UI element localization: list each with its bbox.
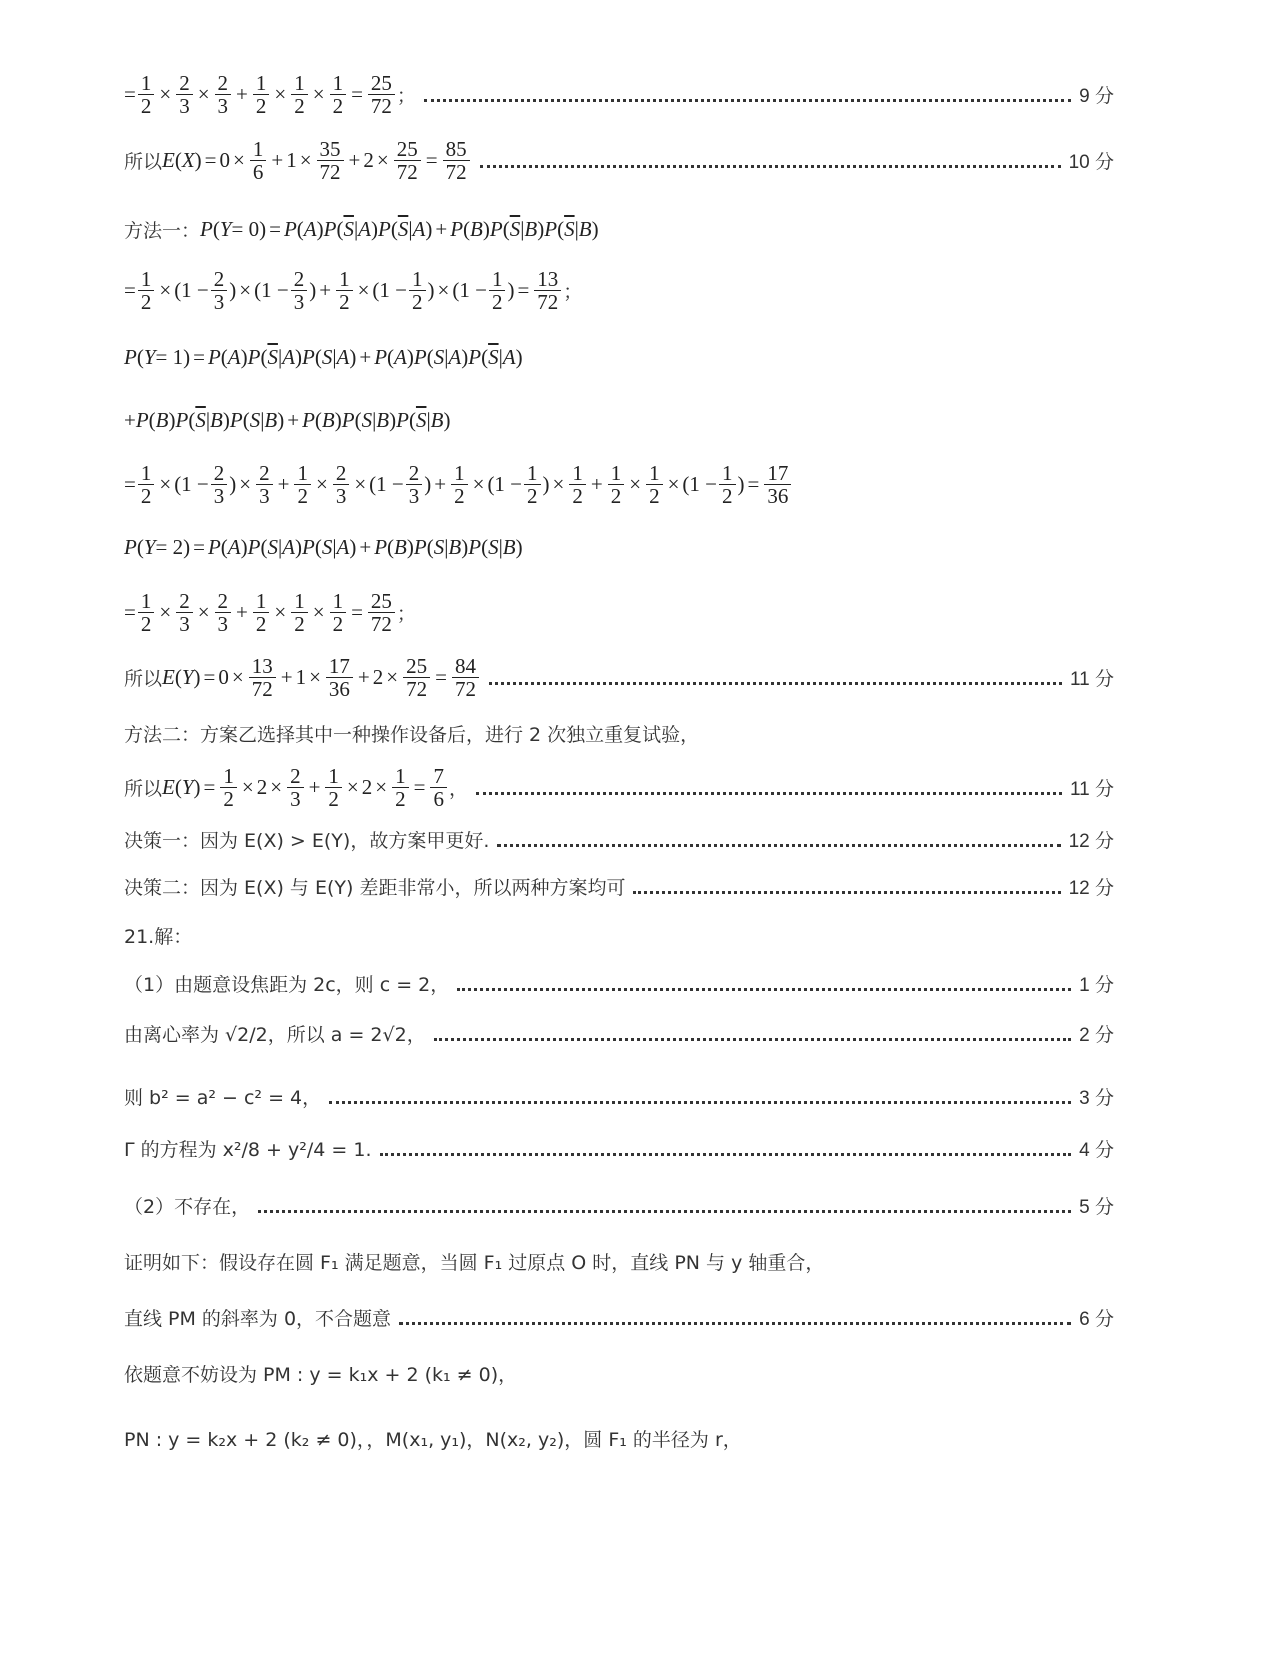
line-13 <box>124 826 1114 853</box>
text-line: （1）由题意设焦距为 2c，则 c = 2， <box>124 974 450 996</box>
leader-dots <box>497 844 1060 847</box>
score-mark: 6 分 <box>1079 1309 1114 1330</box>
line-3 <box>124 216 1114 243</box>
score-mark: 3 分 <box>1079 1088 1114 1109</box>
math-expression: = $\frac{1}{2}$ × (1 − $\frac{2}{3}$ ) × $\frac{2}{3}$ + $\frac{1}{2}$ × $\frac{2}{3}$ × (1 − $\frac{2}{3}$ ) + $\frac{1}{2}$ × (1 − $\frac{1}{2}$ ) × $\frac{1}{2}$ + $\frac{1}{2}$ × $\frac{1}{2}$ × (1 − $\frac{1}{2}$ ) = $\frac{17}{36}$ <box>124 462 793 507</box>
math-expression: 所以 E ( X ) = 0 × $\frac{1}{6}$ + 1 × $\frac{35}{72}$ + 2 × $\frac{25}{72}$ = $\frac{85}{72}$ <box>124 138 472 183</box>
text-line: 决策二：因为 E(X) 与 E(Y) 差距非常小，所以两种方案均可 <box>124 877 626 899</box>
line-19 <box>124 1135 1114 1162</box>
text-line: PN : y = k₂x + 2 (k₂ ≠ 0)，，M(x₁, y₁)，N(x₂, y₂)，圆 F₁ 的半径为 r， <box>124 1429 742 1451</box>
text-line: 方法二：方案乙选择其中一种操作设备后，进行 2 次独立重复试验， <box>124 724 700 746</box>
score-mark: 11 分 <box>1069 779 1114 801</box>
score-mark: 9 分 <box>1079 86 1114 108</box>
leader-dots <box>258 1210 1071 1213</box>
math-expression: P ( Y = 2) = P ( A ) P ( S | A ) P ( S | A ) + P ( B ) P ( S | B ) P ( S | B ) <box>124 535 523 559</box>
leader-dots <box>457 988 1071 991</box>
line-21 <box>124 1248 1114 1275</box>
math-expression: = $\frac{1}{2}$ × $\frac{2}{3}$ × $\frac{2}{3}$ + $\frac{1}{2}$ × $\frac{1}{2}$ × $\frac{1}{2}$ = $\frac{25}{72}$ ； <box>124 71 416 119</box>
line-11 <box>124 720 1114 747</box>
line-1 <box>124 72 1114 117</box>
line-16 <box>124 970 1114 997</box>
score-mark: 12 分 <box>1068 831 1114 852</box>
leader-dots <box>633 891 1060 894</box>
line-24 <box>124 1425 1114 1452</box>
text-line: Γ 的方程为 x²/8 + y²/4 = 1. <box>124 1139 372 1161</box>
text-line: 证明如下：假设存在圆 F₁ 满足题意，当圆 F₁ 过原点 O 时，直线 PN 与 y 轴重合， <box>124 1252 825 1274</box>
line-15 <box>124 922 1114 949</box>
line-5 <box>124 345 1114 370</box>
score-mark: 12 分 <box>1068 878 1114 899</box>
math-expression: 所以 E ( Y ) = $\frac{1}{2}$ × 2 × $\frac{2}{3}$ + $\frac{1}{2}$ × 2 × $\frac{1}{2}$ = $\frac{7}{6}$ ， <box>124 764 468 812</box>
line-7 <box>124 462 1114 507</box>
line-6 <box>124 408 1114 433</box>
math-expression: = $\frac{1}{2}$ × $\frac{2}{3}$ × $\frac{2}{3}$ + $\frac{1}{2}$ × $\frac{1}{2}$ × $\frac{1}{2}$ = $\frac{25}{72}$ ； <box>124 589 416 637</box>
math-expression: P ( Y = 1) = P ( A ) P ( $\overline{S}$ | A ) P ( S | A ) + P ( A ) P ( S | A ) P ( $\overline{S}$ | A ) <box>124 345 523 369</box>
line-2 <box>124 138 1114 183</box>
score-mark: 4 分 <box>1079 1140 1114 1161</box>
line-17 <box>124 1020 1114 1047</box>
score-mark: 1 分 <box>1079 975 1114 996</box>
line-18 <box>124 1083 1114 1110</box>
math-expression: = $\frac{1}{2}$ × (1 − $\frac{2}{3}$ ) × (1 − $\frac{2}{3}$ ) + $\frac{1}{2}$ × (1 − $\frac{1}{2}$ ) × (1 − $\frac{1}{2}$ ) = $\frac{13}{72}$ ； <box>124 267 583 315</box>
leader-dots <box>329 1101 1071 1104</box>
line-8 <box>124 535 1114 560</box>
line-4 <box>124 268 1114 313</box>
leader-dots <box>476 792 1062 795</box>
math-expression: + P ( B ) P ( $\overline{S}$ | B ) P ( S | B ) + P ( B ) P ( S | B ) P ( $\overline{S}$ | B ) <box>124 408 451 432</box>
line-12 <box>124 765 1114 810</box>
score-mark: 11 分 <box>1069 669 1114 691</box>
leader-dots <box>380 1153 1072 1156</box>
text-line: 则 b² = a² − c² = 4， <box>124 1087 322 1109</box>
leader-dots <box>399 1322 1071 1325</box>
math-expression: 方法一： P ( Y = 0) = P ( A ) P ( $\overline{S}$ | A ) P ( $\overline{S}$ | A ) + P ( B ) P ( $\overline{S}$ | B ) P ( $\overline{S}$ | B ) <box>124 217 599 242</box>
math-expression: 所以 E ( Y ) = 0 × $\frac{13}{72}$ + 1 × $\frac{17}{36}$ + 2 × $\frac{25}{72}$ = $\frac{84}{72}$ <box>124 655 481 700</box>
score-mark: 2 分 <box>1079 1025 1114 1046</box>
score-mark: 10 分 <box>1068 152 1114 174</box>
line-20 <box>124 1192 1114 1219</box>
text-line: 由离心率为 √2/2，所以 a = 2√2， <box>124 1024 426 1046</box>
line-22 <box>124 1304 1114 1331</box>
line-10 <box>124 655 1114 700</box>
text-line: （2）不存在， <box>124 1196 251 1218</box>
score-mark: 5 分 <box>1079 1197 1114 1218</box>
line-14 <box>124 873 1114 900</box>
line-23 <box>124 1360 1114 1387</box>
line-9 <box>124 590 1114 635</box>
leader-dots <box>480 165 1061 168</box>
leader-dots <box>489 682 1062 685</box>
leader-dots <box>434 1038 1071 1041</box>
text-line: 决策一：因为 E(X) > E(Y)，故方案甲更好. <box>124 830 490 852</box>
text-line: 直线 PM 的斜率为 0，不合题意 <box>124 1308 392 1330</box>
question-heading: 21.解： <box>124 926 193 948</box>
text-line: 依题意不妨设为 PM : y = k₁x + 2 (k₁ ≠ 0)， <box>124 1364 518 1386</box>
leader-dots <box>424 99 1071 102</box>
